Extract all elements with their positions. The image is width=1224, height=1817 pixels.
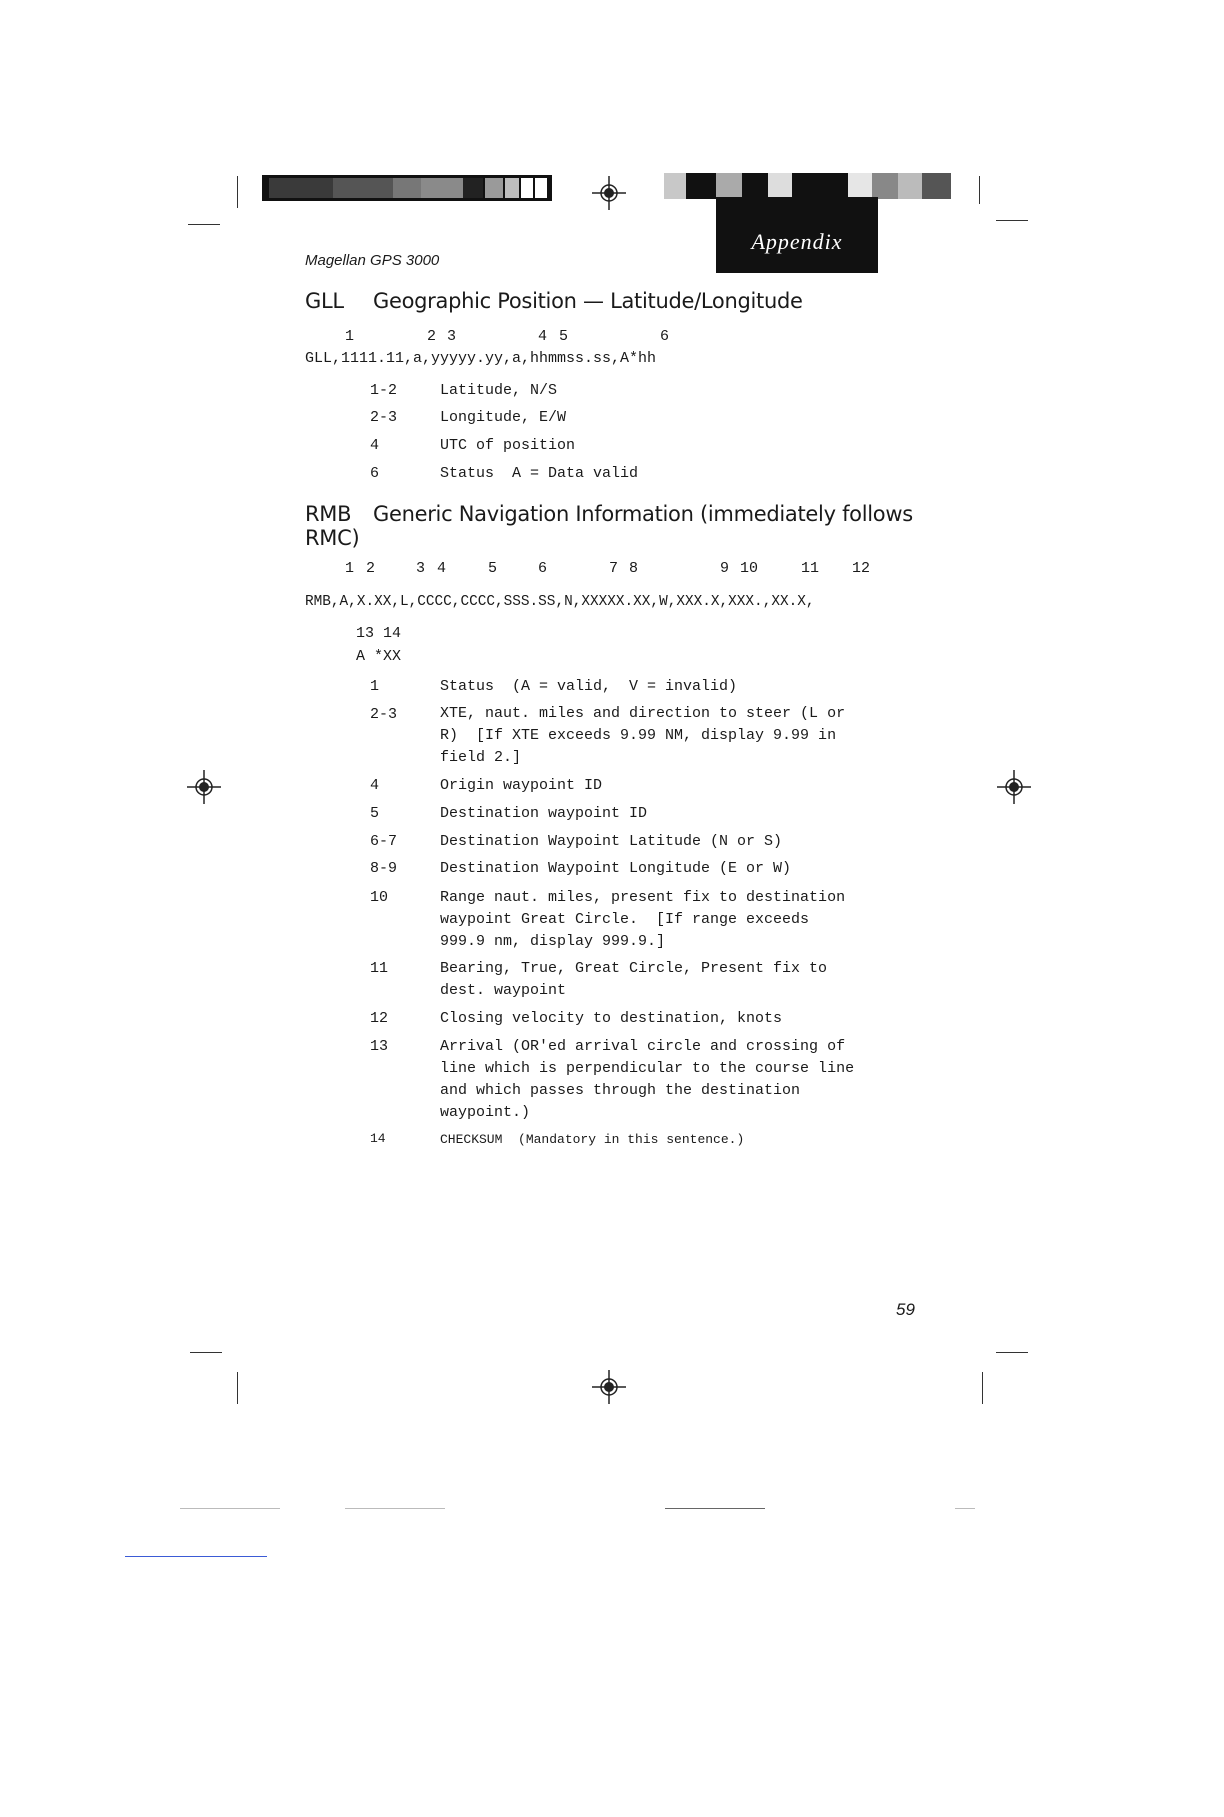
footer-rule xyxy=(665,1508,765,1509)
crop-mark xyxy=(996,220,1028,221)
field-id: 1-2 xyxy=(370,382,398,399)
rmb-field-numbers xyxy=(305,560,905,580)
crop-mark xyxy=(190,1352,222,1353)
header-color-bar xyxy=(262,175,552,201)
field-number: 2 xyxy=(427,328,437,345)
field-description: UTC of position xyxy=(440,437,576,454)
field-description: Status (A = valid, V = invalid) xyxy=(440,678,738,695)
field-number: 7 xyxy=(609,560,619,577)
rmb-title-continued: RMC) xyxy=(305,526,360,550)
gll-code: GLL xyxy=(305,289,344,313)
footer-rule xyxy=(180,1508,280,1509)
rmb-code: RMB xyxy=(305,502,352,526)
field-number: 12 xyxy=(852,560,871,577)
field-number: 9 xyxy=(720,560,730,577)
field-id: 1 xyxy=(370,678,380,695)
field-description: Destination Waypoint Latitude (N or S) xyxy=(440,833,783,850)
field-description: Origin waypoint ID xyxy=(440,777,603,794)
field-number: 5 xyxy=(488,560,498,577)
field-id: 14 xyxy=(370,1131,386,1146)
field-description: Bearing, True, Great Circle, Present fix to dest. waypoint xyxy=(440,960,828,999)
field-description: Destination waypoint ID xyxy=(440,805,648,822)
field-number: 1 xyxy=(345,328,355,345)
field-number: 4 xyxy=(437,560,447,577)
page-number: 59 xyxy=(896,1300,915,1319)
field-number: 1 xyxy=(345,560,355,577)
field-id: 5 xyxy=(370,805,380,822)
field-id: 6-7 xyxy=(370,833,398,850)
registration-mark-icon xyxy=(592,176,626,210)
field-id: 4 xyxy=(370,437,380,454)
gll-field-numbers xyxy=(305,328,725,348)
crop-mark xyxy=(996,1352,1028,1353)
field-description: Longitude, E/W xyxy=(440,409,567,426)
rmb-title: Generic Navigation Information (immediately follows xyxy=(373,502,913,526)
field-number: 10 xyxy=(740,560,759,577)
field-id: 8-9 xyxy=(370,860,398,877)
field-number: 11 xyxy=(801,560,820,577)
field-id: 4 xyxy=(370,777,380,794)
field-description: Destination Waypoint Longitude (E or W) xyxy=(440,860,792,877)
bottom-link-rule xyxy=(125,1556,267,1557)
rmb-sentence: RMB,A,X.XX,L,CCCC,CCCC,SSS.SS,N,XXXXX.XX,W,XXX.X,XXX.,XX.X, xyxy=(305,594,815,610)
crop-mark xyxy=(237,176,238,208)
gll-sentence: GLL,1111.11,a,yyyyy.yy,a,hhmmss.ss,A*hh xyxy=(305,350,657,367)
crop-mark xyxy=(237,1372,238,1404)
field-description: Range naut. miles, present fix to destination waypoint Great Circle. [If range exceeds 999.9 nm, display 999.9.] xyxy=(440,889,846,950)
field-description: Arrival (OR'ed arrival circle and crossing of line which is perpendicular to the course line and which passes through the destination waypoint.) xyxy=(440,1038,855,1121)
field-id: 6 xyxy=(370,465,380,482)
crop-mark xyxy=(982,1372,983,1404)
crop-mark xyxy=(979,176,980,204)
field-number: 2 xyxy=(366,560,376,577)
field-number: 8 xyxy=(629,560,639,577)
field-number: 3 xyxy=(416,560,426,577)
field-id: 10 xyxy=(370,889,389,906)
section-tab-label: Appendix xyxy=(751,229,843,254)
field-id: 2-3 xyxy=(370,706,398,723)
field-description: CHECKSUM (Mandatory in this sentence.) xyxy=(440,1132,745,1147)
field-number: 6 xyxy=(538,560,548,577)
field-id: 11 xyxy=(370,960,389,977)
gll-field-list xyxy=(370,382,930,492)
field-id: 12 xyxy=(370,1010,389,1027)
footer-rule xyxy=(955,1508,975,1509)
footer-rule xyxy=(345,1508,445,1509)
rmb-field-numbers-continued: 13 14 xyxy=(356,625,402,642)
crop-mark xyxy=(188,224,220,225)
field-description: Status A = Data valid xyxy=(440,465,639,482)
field-description: Latitude, N/S xyxy=(440,382,558,399)
gll-title: Geographic Position — Latitude/Longitude xyxy=(373,289,803,313)
gll-heading xyxy=(305,289,803,313)
header-color-bar xyxy=(664,173,951,199)
field-number: 3 xyxy=(447,328,457,345)
rmb-field-list xyxy=(370,678,930,1148)
running-head: Magellan GPS 3000 xyxy=(305,252,440,269)
field-number: 6 xyxy=(660,328,670,345)
rmb-heading xyxy=(305,502,913,550)
registration-mark-icon xyxy=(187,770,221,804)
registration-mark-icon xyxy=(997,770,1031,804)
field-description: XTE, naut. miles and direction to steer (L or R) [If XTE exceeds 9.99 NM, display 9.99 in field 2.] xyxy=(440,705,846,766)
rmb-sentence-continued: A *XX xyxy=(356,648,402,665)
field-id: 13 xyxy=(370,1038,389,1055)
field-number: 5 xyxy=(559,328,569,345)
field-id: 2-3 xyxy=(370,409,398,426)
field-description: Closing velocity to destination, knots xyxy=(440,1010,783,1027)
section-tab xyxy=(716,197,878,273)
field-number: 4 xyxy=(538,328,548,345)
